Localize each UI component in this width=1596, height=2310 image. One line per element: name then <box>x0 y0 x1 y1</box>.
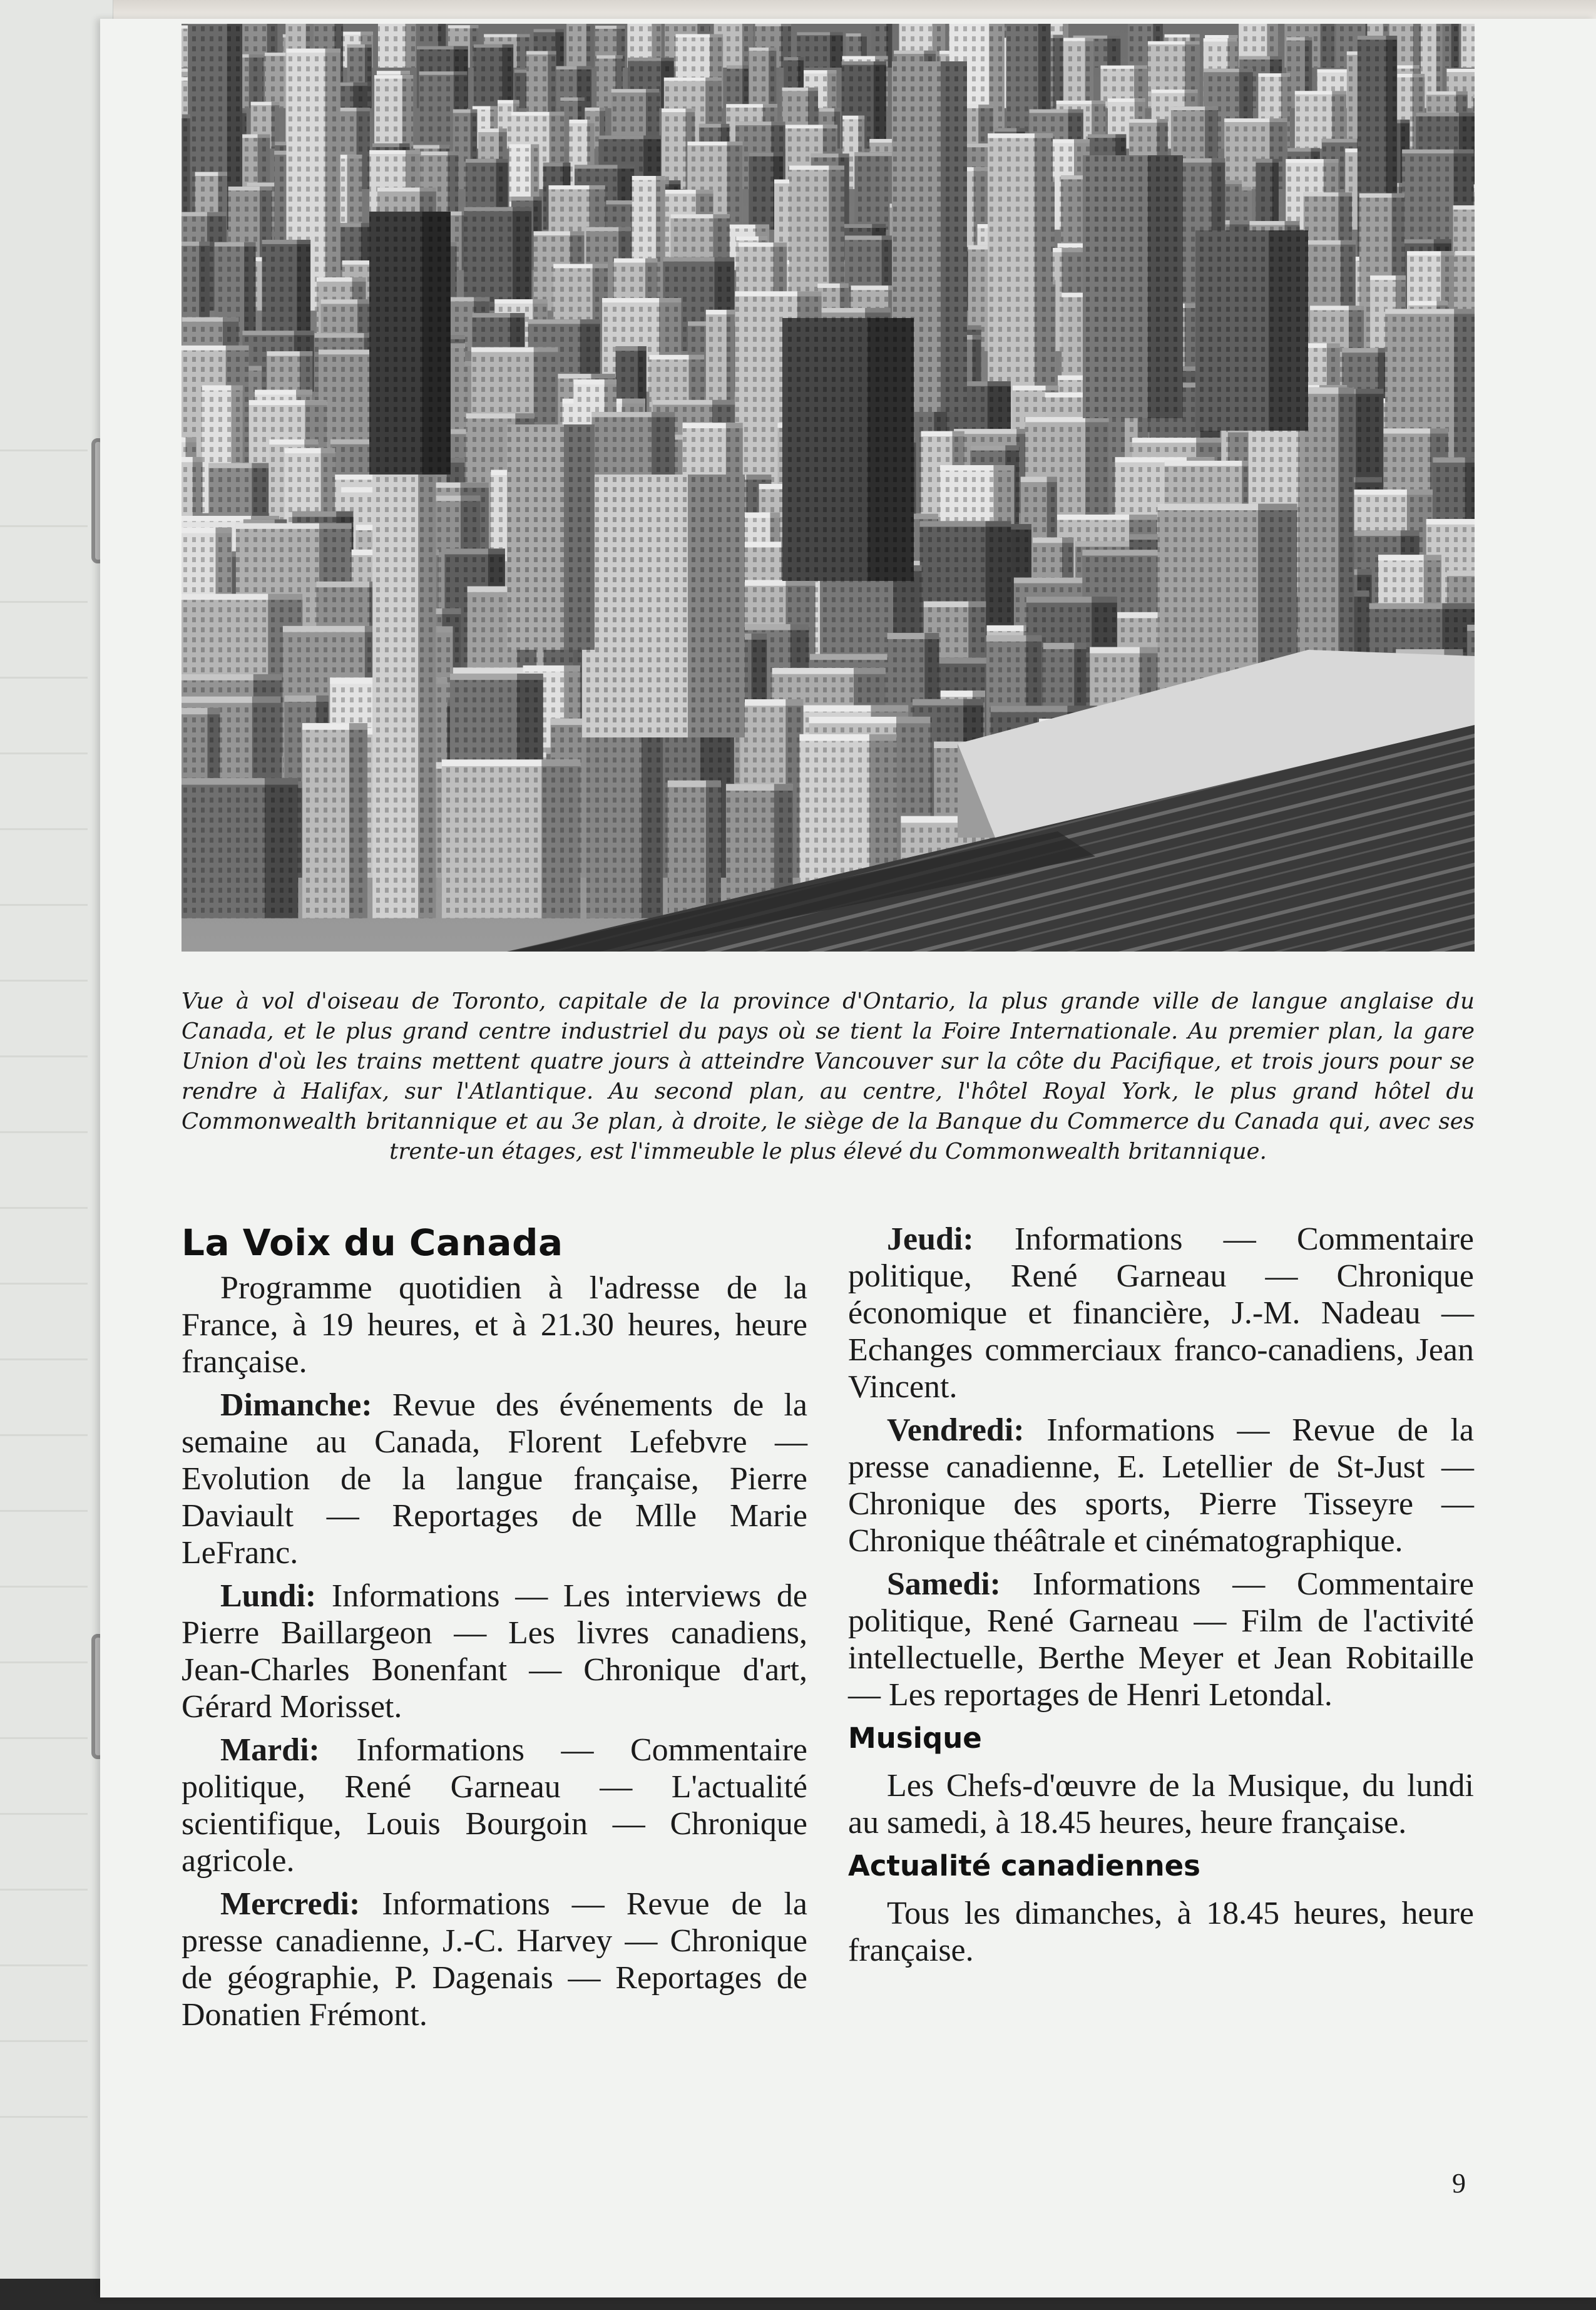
musique-text: Les Chefs-d'œuvre de la Musique, du lundi au samedi, à 18.45 heures, heure française. <box>848 1768 1474 1840</box>
scan-top-edge <box>0 0 1596 19</box>
day-text: Informations — Revue de la presse canadienne, E. Letellier de St-Just — Chronique des sports, Pierre Tisseyre — Chronique théâtrale et cinématographique. <box>848 1412 1475 1559</box>
section-heading: La Voix du Canada <box>182 1221 563 1264</box>
toronto-aerial-photo <box>182 24 1475 952</box>
day-text: Informations — Commentaire politique, René Garneau — L'actualité scientifique, Louis Bourgoin — Chronique agricole. <box>182 1732 808 1879</box>
schedule-entry <box>848 1412 1474 1559</box>
day-label: Jeudi: <box>887 1221 974 1257</box>
schedule-entry <box>182 1578 807 1725</box>
day-label: Dimanche: <box>220 1387 372 1423</box>
underlying-page <box>0 0 113 2279</box>
left-column <box>182 1221 807 2040</box>
actualite-heading: Actualité canadiennes <box>848 1849 1200 1882</box>
day-text: Informations — Revue de la presse canadienne, J.-C. Harvey — Chronique de géographie, P. Dagenais — Reportages de Donatien Frémont. <box>182 1886 808 2033</box>
day-text: Informations — Commentaire politique, René Garneau — Chronique économique et financière, J.-M. Nadeau — Echanges commerciaux franco-canadiens, Jean Vincent. <box>848 1221 1475 1405</box>
day-text: Informations — Commentaire politique, René Garneau — Film de l'activité intellectuelle, Berthe Meyer et Jean Robitaille — Les reportages de Henri Letondal. <box>848 1566 1475 1713</box>
schedule-entry <box>182 1732 807 1879</box>
day-label: Samedi: <box>887 1566 1001 1602</box>
day-label: Mardi: <box>220 1732 320 1768</box>
day-text: Informations — Les interviews de Pierre Baillargeon — Les livres canadiens, Jean-Charles Bonenfant — Chronique d'art, Gérard Morisset. <box>182 1578 808 1725</box>
schedule-entry <box>182 1387 807 1571</box>
right-column <box>848 1221 1474 1975</box>
day-label: Mercredi: <box>220 1886 361 1922</box>
musique-heading: Musique <box>848 1722 982 1755</box>
intro-paragraph: Programme quotidien à l'adresse de la France, à 19 heures, et à 21.30 heures, heure française. <box>182 1270 807 1380</box>
page-number: 9 <box>1452 2168 1466 2199</box>
photo-caption: Vue à vol d'oiseau de Toronto, capitale de la province d'Ontario, la plus grande ville de langue anglaise du Canada, et le plus grand centre industriel du pays où se tient la Foire Internationale. Au premier plan, la gare Union d'où les trains mettent quatre jours à atteindre Vancouver sur la côte du Pacifique, et trois jours pour se rendre à Halifax, sur l'Atlantique. Au second plan, au centre, l'hôtel Royal York, le plus grand hôtel du Commonwealth britannique et au 3e plan, à droite, le siège de la Banque du Commerce du Canada qui, avec ses trente-un étages, est l'immeuble le plus élevé du Commonwealth britannique. <box>182 988 1475 1164</box>
schedule-entry <box>182 1886 807 2033</box>
day-label: Lundi: <box>220 1578 317 1614</box>
schedule-entry <box>848 1566 1474 1713</box>
schedule-entry <box>848 1221 1474 1405</box>
actualite-text: Tous les dimanches, à 18.45 heures, heure française. <box>848 1896 1474 1968</box>
day-text: Revue des événements de la semaine au Canada, Florent Lefebvre — Evolution de la langue française, Pierre Daviault — Reportages de Mlle Marie LeFranc. <box>182 1387 808 1571</box>
day-label: Vendredi: <box>887 1412 1025 1448</box>
